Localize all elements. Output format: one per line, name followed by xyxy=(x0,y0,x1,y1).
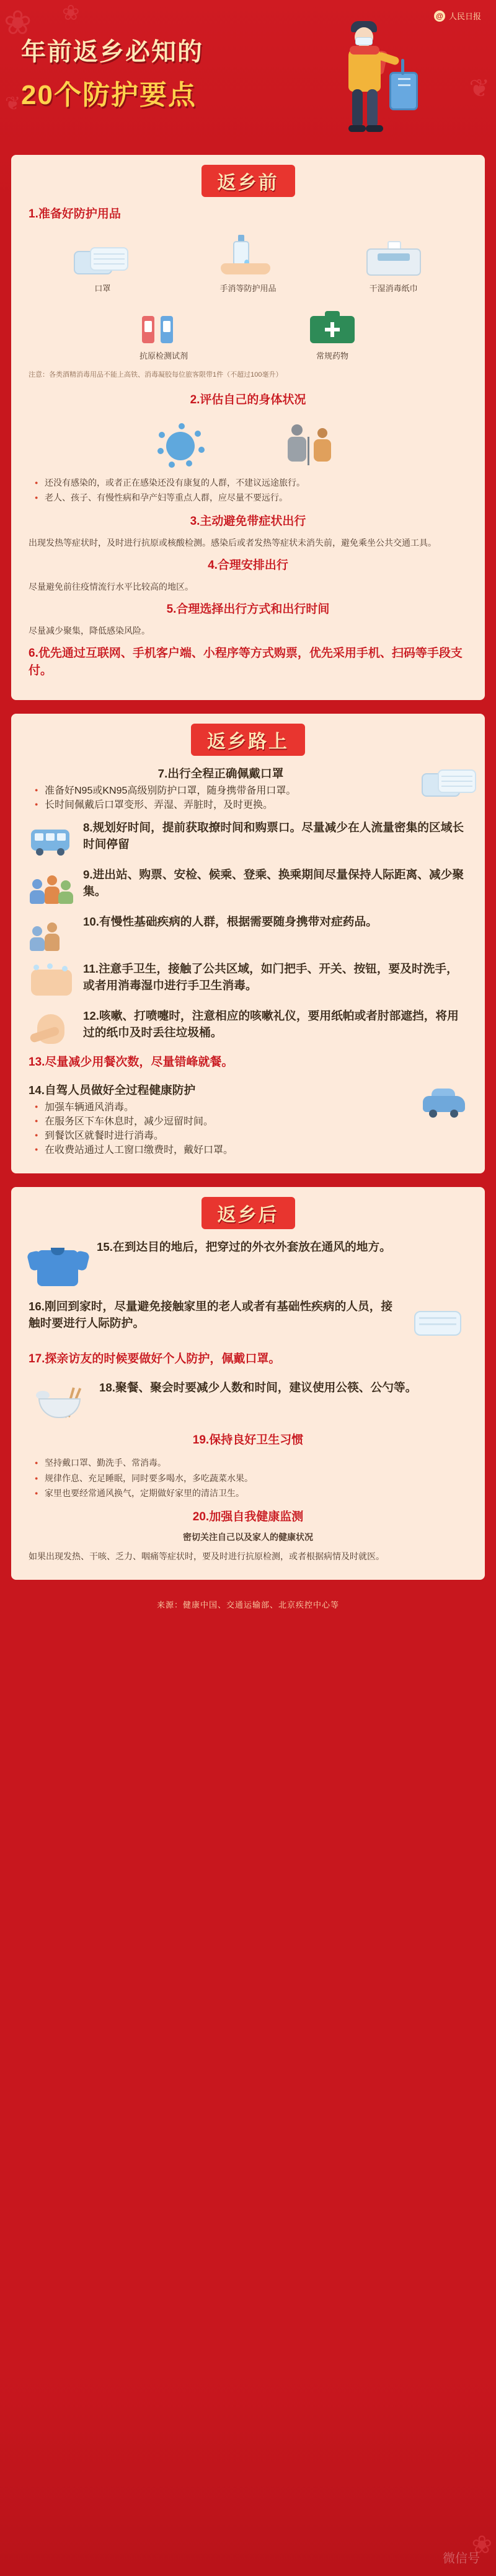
section-after-arrival xyxy=(11,1187,485,1580)
item-paragraph: 如果出现发热、干咳、乏力、咽痛等症状时，要及时进行抗原检测，或者根据病情及时就医。 xyxy=(29,1551,384,1561)
item-12 xyxy=(11,1002,485,1049)
bullet: ● 长时间佩戴后口罩变形、弄湿、弄脏时，及时更换。 xyxy=(35,797,413,811)
sneeze-etiquette-icon xyxy=(29,1010,74,1048)
hand-wash-icon xyxy=(29,963,74,1001)
item-7 xyxy=(11,760,485,813)
item-paragraph: 出现发热等症状时，及时进行抗原或核酸检测。感染后或者发热等症状未消失前，避免乘坐公共交通工具。 xyxy=(29,538,436,548)
item-heading: 19.保持良好卫生习惯 xyxy=(192,1433,304,1447)
item-heading: 15.在到达目的地后，把穿过的外衣外套放在通风的地方。 xyxy=(97,1240,391,1254)
item-2 xyxy=(11,380,485,414)
item-10 xyxy=(11,908,485,955)
section-title: 返乡路上 xyxy=(191,724,305,756)
bullet: ● 老人、孩子、有慢性病和孕产妇等重点人群，应尽量不要远行。 xyxy=(35,490,467,506)
item-8 xyxy=(11,813,485,861)
item-11 xyxy=(11,955,485,1002)
item-20-body xyxy=(11,1546,485,1566)
supply-caption: 干湿消毒纸巾 xyxy=(369,283,418,293)
item-heading: 17.探亲访友的时候要做好个人防护，佩戴口罩。 xyxy=(29,1352,281,1366)
bullet: ● 在收费站通过人工窗口缴费时，戴好口罩。 xyxy=(35,1142,413,1156)
item-17 xyxy=(11,1346,485,1373)
item-19 xyxy=(11,1427,485,1455)
item-heading: 20.加强自我健康监测 xyxy=(192,1510,304,1523)
item-6 xyxy=(11,640,485,685)
face-mask-icon xyxy=(422,768,467,805)
item-heading: 9.进出站、购票、安检、候乘、登乘、换乘期间尽量保持人际距离、减少聚集。 xyxy=(83,867,464,898)
traveler-with-suitcase-illustration xyxy=(316,19,422,149)
section-title: 返乡前 xyxy=(202,165,295,197)
item-20 xyxy=(11,1504,485,1546)
decorative-flower-icon: ❀ xyxy=(62,1,80,25)
item-2-bullets xyxy=(11,469,485,508)
section-title: 返乡后 xyxy=(202,1197,295,1229)
item-heading: 4.合理安排出行 xyxy=(208,558,288,572)
decorative-flower-icon: ❀ xyxy=(4,4,32,42)
item-heading: 11.注意手卫生，接触了公共区域，如门把手、开关、按钮，要及时洗手，或者用消毒湿巾进行手卫生消毒。 xyxy=(83,962,458,992)
item-heading: 1.准备好防护用品 xyxy=(29,208,121,221)
item-1 xyxy=(11,201,485,229)
face-mask-icon xyxy=(74,246,131,278)
supply-mask xyxy=(56,237,149,294)
title-line-2: 20个防护要点 xyxy=(21,80,197,110)
supply-caption: 常规药物 xyxy=(316,351,348,361)
section-banner-after xyxy=(11,1187,485,1233)
clothes-icon xyxy=(29,1242,88,1291)
item-3 xyxy=(11,508,485,536)
item-4 xyxy=(11,552,485,580)
bus-icon xyxy=(29,822,74,859)
supply-sanitizer xyxy=(202,237,294,294)
item-heading: 10.有慢性基础疾病的人群，根据需要随身携带对症药品。 xyxy=(83,914,378,928)
item-paragraph: 尽量减少聚集，降低感染风险。 xyxy=(29,626,150,636)
brand-logo xyxy=(434,10,481,22)
bullet: ● 在服务区下车休息时，减少逗留时间。 xyxy=(35,1113,413,1128)
source-line: 来源：健康中国、交通运输部、北京疾控中心等 xyxy=(156,1600,339,1610)
supply-caption: 抗原检测试剂 xyxy=(139,351,188,361)
item-heading: 2.评估自己的身体状况 xyxy=(190,393,306,407)
item-paragraph: 尽量避免前往疫情流行水平比较高的地区。 xyxy=(29,582,193,592)
section-before-departure xyxy=(11,155,485,700)
item-heading: 18.聚餐、聚会时要减少人数和时间，建议使用公筷、公勺等。 xyxy=(99,1380,417,1394)
item-2-illustrations xyxy=(11,414,485,469)
item-5 xyxy=(11,596,485,624)
item-heading: 6.优先通过互联网、手机客户端、小程序等方式购票，优先采用手机、扫码等手段支付。 xyxy=(29,646,463,678)
bullet: ● 规律作息、充足睡眠，同时要多喝水，多吃蔬菜水果。 xyxy=(35,1471,467,1486)
brand-name: 人民日报 xyxy=(448,12,481,21)
item-heading: 12.咳嗽、打喷嚏时，注意相应的咳嗽礼仪，要用纸帕或者肘部遮挡，将用过的纸巾及时丢往垃圾桶。 xyxy=(83,1009,459,1039)
virus-icon xyxy=(156,422,210,468)
item-heading: 7.出行全程正确佩戴口罩 xyxy=(157,766,284,780)
at-badge-icon: @ xyxy=(434,11,445,22)
item-4-body xyxy=(11,579,485,596)
item-heading: 14.自驾人员做好全过程健康防护 xyxy=(29,1084,196,1097)
bullet: ● 到餐饮区就餐时进行消毒。 xyxy=(35,1128,413,1142)
item-3-body xyxy=(11,535,485,552)
crowd-icon xyxy=(29,869,74,906)
face-mask-icon xyxy=(408,1301,467,1344)
supplies-row-top xyxy=(11,229,485,296)
bullet: ● 还没有感染的，或者正在感染还没有康复的人群，不建议远途旅行。 xyxy=(35,475,467,491)
bullet: ● 加强车辆通风消毒。 xyxy=(35,1099,413,1113)
tableware-icon xyxy=(29,1382,91,1426)
supply-medicine xyxy=(286,305,379,361)
bullet: ● 坚持戴口罩、勤洗手、常消毒。 xyxy=(35,1455,467,1471)
item-19-bullets xyxy=(11,1455,485,1504)
hand-sanitizer-icon xyxy=(217,239,279,278)
item-5-body xyxy=(11,623,485,640)
supply-caption: 口罩 xyxy=(94,283,111,293)
crowd-icon xyxy=(29,916,74,953)
item-subheading: 密切关注自己以及家人的健康状况 xyxy=(183,1532,313,1543)
item-heading: 13.尽量减少用餐次数，尽量错峰就餐。 xyxy=(29,1055,234,1069)
item-18 xyxy=(11,1373,485,1427)
item-heading: 8.规划好时间，提前获取撩时间和购票口。尽量减少在人流量密集的区域长时间停留 xyxy=(83,820,464,851)
elderly-person-icon xyxy=(284,421,340,469)
bullet: ● 准备好N95或KN95高级别防护口罩，随身携带备用口罩。 xyxy=(35,782,413,797)
medicine-kit-icon xyxy=(308,307,357,346)
item-15 xyxy=(11,1233,485,1292)
title-line-1: 年前返乡必知的 xyxy=(21,38,203,66)
watermark: 微信号 xyxy=(443,2552,480,2565)
supplies-row-bottom xyxy=(11,296,485,364)
section-banner-before xyxy=(11,155,485,201)
supply-wipes xyxy=(347,237,440,294)
item-heading: 16.刚回到家时，尽量避免接触家里的老人或者有基础性疾病的人员，接触时要进行人际防护。 xyxy=(29,1300,393,1330)
disinfectant-wipes-icon xyxy=(364,240,423,278)
section-on-the-road xyxy=(11,714,485,1174)
section-banner-road xyxy=(11,714,485,760)
item-14 xyxy=(11,1076,485,1159)
item-16 xyxy=(11,1292,485,1346)
antigen-test-kit-icon xyxy=(136,307,192,346)
car-icon xyxy=(422,1085,467,1122)
header xyxy=(0,0,496,155)
item-heading: 3.主动避免带症状出行 xyxy=(190,514,306,528)
item-13 xyxy=(11,1049,485,1077)
supply-antigen-test xyxy=(117,305,210,361)
bullet: ● 家里也要经常通风换气，定期做好家里的清洁卫生。 xyxy=(35,1486,467,1501)
item-9 xyxy=(11,861,485,908)
supply-caption: 手消等防护用品 xyxy=(219,283,277,293)
item-heading: 5.合理选择出行方式和出行时间 xyxy=(166,602,330,616)
supplies-note: 注意：各类酒精消毒用品不能上高铁、消毒凝胶每位旅客限带1件（不超过100毫升） xyxy=(29,370,283,379)
decorative-leaf-icon: ❦ xyxy=(469,75,490,102)
decorative-flower-icon: ❀ xyxy=(471,2531,492,2559)
decorative-leaf-icon: ❦ xyxy=(5,94,21,114)
